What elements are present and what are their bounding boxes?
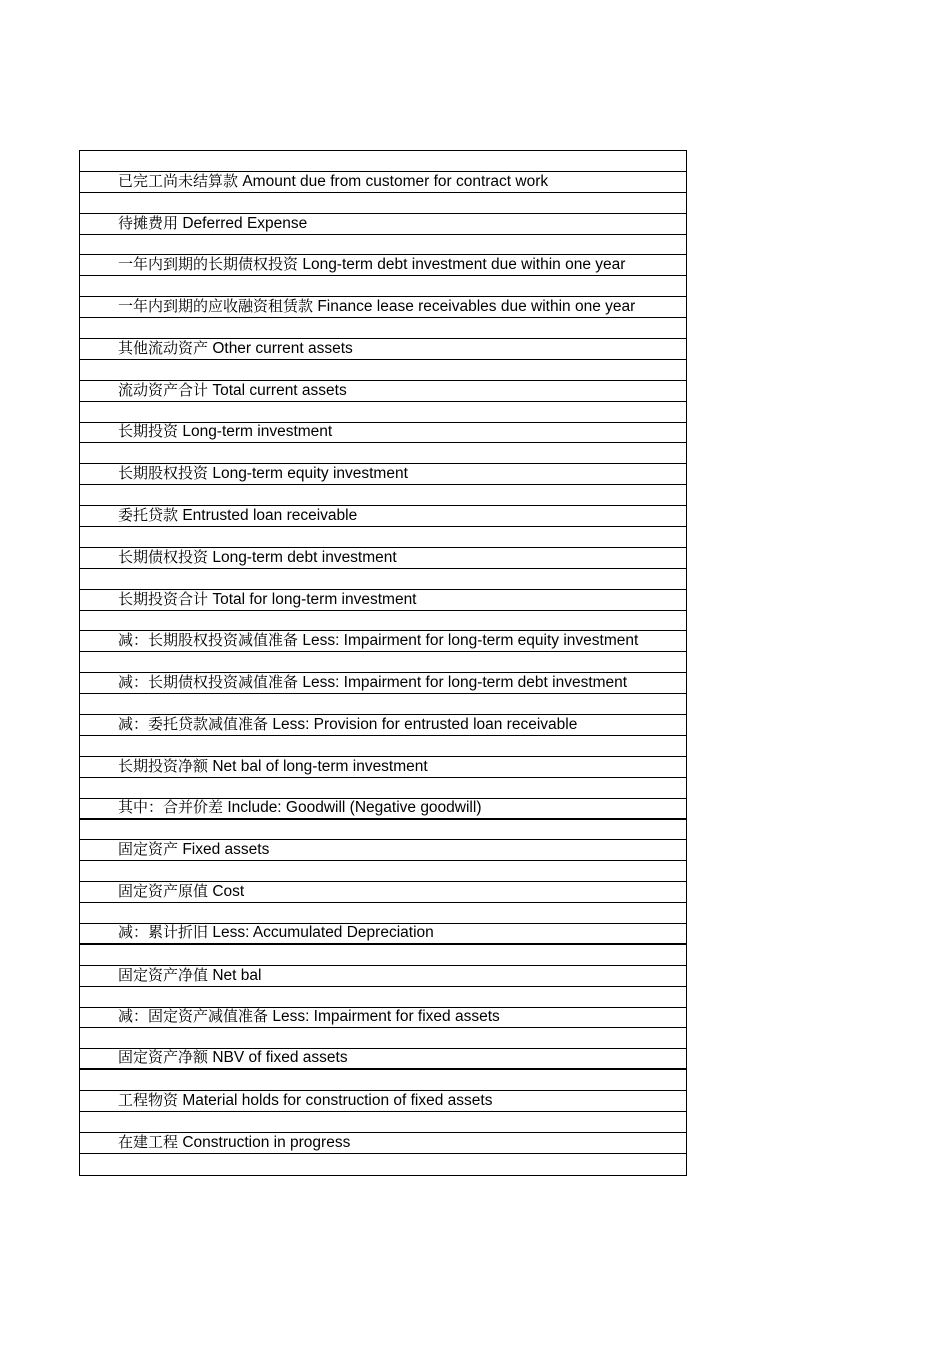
table-row-blank — [80, 569, 686, 590]
table-row-blank — [80, 151, 686, 172]
table-row-blank — [80, 485, 686, 506]
table-row — [80, 631, 686, 652]
row-label-chinese: 固定资产 — [118, 840, 179, 859]
table-row — [80, 172, 686, 193]
row-label-chinese: 长期投资净额 — [118, 756, 209, 775]
row-label-english: Other current assets — [212, 339, 353, 357]
row-label-english: Long-term investment — [182, 423, 333, 441]
table-row — [80, 924, 686, 945]
row-label-chinese: 在建工程 — [118, 1132, 179, 1151]
row-label-english: Amount due from customer for contract work — [242, 172, 549, 190]
table-row — [80, 590, 686, 611]
row-label-chinese: 长期债权投资 — [118, 547, 209, 566]
row-label-chinese: 一年内到期的长期债权投资 — [118, 255, 299, 274]
row-label-chinese: 委托贷款 — [118, 506, 179, 525]
row-label-english: Less: Accumulated Depreciation — [212, 923, 434, 941]
row-label-english: Material holds for construction of fixed assets — [182, 1091, 493, 1109]
row-label-english: Long-term equity investment — [212, 465, 408, 483]
row-label-chinese: 待摊费用 — [118, 213, 179, 232]
row-label-english: Include: Goodwill (Negative goodwill) — [227, 798, 482, 816]
table-row — [80, 840, 686, 861]
balance-sheet-table — [79, 150, 687, 1176]
table-row — [80, 423, 686, 444]
row-label — [118, 715, 577, 734]
row-label-chinese: 长期投资合计 — [118, 589, 209, 608]
row-label-chinese: 减：长期股权投资减值准备 — [118, 631, 299, 650]
row-label — [118, 590, 417, 609]
row-label-english: Entrusted loan receivable — [182, 507, 358, 525]
row-label-english: Long-term debt investment due within one year — [302, 256, 626, 274]
table-row — [80, 339, 686, 360]
table-row-blank — [80, 820, 686, 841]
table-row-blank — [80, 611, 686, 632]
table-row-blank — [80, 778, 686, 799]
table-row-blank — [80, 1154, 686, 1175]
row-label-english: Total current assets — [212, 381, 347, 399]
table-row-blank — [80, 652, 686, 673]
row-label-english: Net bal of long-term investment — [212, 757, 428, 775]
table-row-blank — [80, 235, 686, 256]
table-row — [80, 255, 686, 276]
row-label — [118, 1091, 492, 1110]
row-label-chinese: 其中：合并价差 — [118, 797, 224, 816]
table-row — [80, 1091, 686, 1112]
row-label-chinese: 固定资产原值 — [118, 882, 209, 901]
row-label-chinese: 减：长期债权投资减值准备 — [118, 673, 299, 692]
row-label — [118, 1007, 500, 1026]
row-label — [118, 422, 332, 441]
row-label — [118, 798, 481, 817]
row-label — [118, 548, 397, 567]
row-label — [118, 631, 638, 650]
row-label — [118, 381, 347, 400]
row-label-chinese: 一年内到期的应收融资租赁款 — [118, 297, 314, 316]
row-label-english: Finance lease receivables due within one year — [317, 298, 636, 316]
table-row — [80, 757, 686, 778]
table-row-blank — [80, 945, 686, 966]
table-row-blank — [80, 527, 686, 548]
table-row-blank — [80, 736, 686, 757]
table-row-blank — [80, 1070, 686, 1091]
table-row-blank — [80, 903, 686, 924]
table-row-blank — [80, 861, 686, 882]
row-label-english: Net bal — [212, 966, 262, 984]
table-row-blank — [80, 360, 686, 381]
row-label-chinese: 减：固定资产减值准备 — [118, 1007, 269, 1026]
row-label — [118, 172, 548, 191]
row-label-english: NBV of fixed assets — [212, 1049, 348, 1067]
row-label-chinese: 工程物资 — [118, 1090, 179, 1109]
row-label-chinese: 已完工尚未结算款 — [118, 171, 239, 190]
table-row-blank — [80, 276, 686, 297]
table-row-blank — [80, 402, 686, 423]
row-label — [118, 464, 408, 483]
row-label — [118, 757, 428, 776]
row-label — [118, 882, 244, 901]
row-label-english: Construction in progress — [182, 1133, 351, 1151]
table-row-blank — [80, 694, 686, 715]
table-row — [80, 297, 686, 318]
table-row — [80, 1008, 686, 1029]
table-row — [80, 1133, 686, 1154]
table-row-blank — [80, 193, 686, 214]
row-label-english: Deferred Expense — [182, 214, 308, 232]
row-label-english: Fixed assets — [182, 841, 270, 859]
table-row — [80, 715, 686, 736]
table-row-blank — [80, 318, 686, 339]
row-label — [118, 923, 434, 942]
row-label-english: Total for long-term investment — [212, 590, 417, 608]
row-label-chinese: 固定资产净值 — [118, 965, 209, 984]
table-row — [80, 381, 686, 402]
table-row — [80, 548, 686, 569]
row-label — [118, 966, 261, 985]
table-row — [80, 966, 686, 987]
row-label-english: Less: Provision for entrusted loan receivable — [272, 715, 578, 733]
row-label — [118, 1048, 348, 1067]
table-row-blank — [80, 1028, 686, 1049]
table-row — [80, 214, 686, 235]
table-row — [80, 1049, 686, 1070]
row-label-chinese: 流动资产合计 — [118, 380, 209, 399]
row-label — [118, 673, 627, 692]
row-label-english: Cost — [212, 883, 245, 901]
row-label — [118, 840, 269, 859]
row-label-english: Less: Impairment for long-term debt investment — [302, 674, 628, 692]
row-label-english: Less: Impairment for long-term equity investment — [302, 632, 639, 650]
row-label-chinese: 固定资产净额 — [118, 1048, 209, 1067]
row-label-chinese: 其他流动资产 — [118, 338, 209, 357]
row-label — [118, 1133, 350, 1152]
table-row-blank — [80, 1112, 686, 1133]
row-label-chinese: 长期投资 — [118, 422, 179, 441]
table-row — [80, 882, 686, 903]
row-label — [118, 214, 307, 233]
table-row — [80, 464, 686, 485]
row-label — [118, 506, 357, 525]
row-label-chinese: 减：委托贷款减值准备 — [118, 714, 269, 733]
row-label — [118, 255, 625, 274]
row-label — [118, 297, 635, 316]
table-row — [80, 799, 686, 820]
row-label-chinese: 减：累计折旧 — [118, 922, 209, 941]
row-label — [118, 339, 353, 358]
row-label-english: Long-term debt investment — [212, 548, 397, 566]
table-row — [80, 506, 686, 527]
table-row-blank — [80, 987, 686, 1008]
table-row-blank — [80, 443, 686, 464]
row-label-english: Less: Impairment for fixed assets — [272, 1008, 500, 1026]
table-row — [80, 673, 686, 694]
row-label-chinese: 长期股权投资 — [118, 464, 209, 483]
